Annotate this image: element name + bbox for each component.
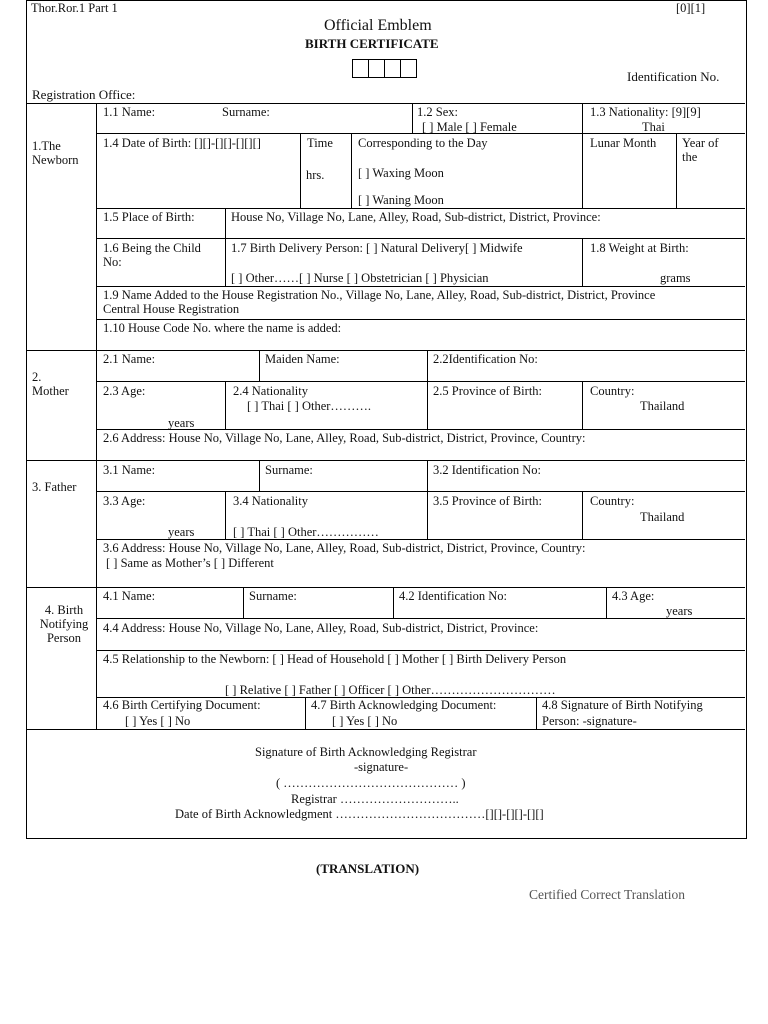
date-acknowledgment-line: Date of Birth Acknowledgment ………………………………[][]-[][]-[][] <box>175 807 544 821</box>
form-code: Thor.Ror.1 Part 1 <box>31 1 118 15</box>
maiden-name-label: Maiden Name: <box>265 352 340 366</box>
notifier-address-label: 4.4 Address: House No, Village No, Lane, Alley, Road, Sub-district, District, Province: <box>103 621 539 635</box>
grams-label: grams <box>660 271 691 285</box>
lunar-month-label: Lunar Month <box>590 136 657 150</box>
hrs-label: hrs. <box>306 168 325 182</box>
section3-title: 3. Father <box>32 480 77 494</box>
father-address-label: 3.6 Address: House No, Village No, Lane, Alley, Road, Sub-district, District, Province, Country: <box>103 541 586 555</box>
notifier-name-label: 4.1 Name: <box>103 589 156 603</box>
father-surname-label: Surname: <box>265 463 313 477</box>
doc-title: BIRTH CERTIFICATE <box>305 36 439 51</box>
mother-nationality-options: [ ] Thai [ ] Other………. <box>247 399 372 413</box>
emblem-box-4 <box>400 59 417 78</box>
time-label: Time <box>307 136 333 150</box>
acknowledging-document-label: 4.7 Birth Acknowledging Document: <box>311 698 497 712</box>
notifier-age-label: 4.3 Age: <box>612 589 655 603</box>
father-country-value: Thailand <box>640 510 685 524</box>
relationship-options: [ ] Relative [ ] Father [ ] Officer [ ] Other………………………… <box>225 683 556 697</box>
same-as-mother-option: [ ] Same as Mother’s [ ] Different <box>106 556 274 570</box>
house-code-label: 1.10 House Code No. where the name is added: <box>103 321 342 335</box>
father-age-label: 3.3 Age: <box>103 494 146 508</box>
father-province-label: 3.5 Province of Birth: <box>433 494 543 508</box>
father-years-label: years <box>168 525 195 539</box>
corresponding-day-label: Corresponding to the Day <box>358 136 488 150</box>
waning-moon-option: [ ] Waning Moon <box>358 193 444 207</box>
birth-weight-label: 1.8 Weight at Birth: <box>590 241 689 255</box>
mother-country-value: Thailand <box>640 399 685 413</box>
newborn-name-label: 1.1 Name: <box>103 105 156 119</box>
emblem-title: Official Emblem <box>324 17 432 34</box>
acknowledging-document-options: [ ] Yes [ ] No <box>332 714 398 728</box>
relationship-label: 4.5 Relationship to the Newborn: [ ] Head of Household [ ] Mother [ ] Birth Delivery Person <box>103 652 567 666</box>
section1-title: 1.The Newborn <box>32 139 79 167</box>
father-country-label: Country: <box>590 494 635 508</box>
delivery-person-label: 1.7 Birth Delivery Person: [ ] Natural Delivery[ ] Midwife <box>231 241 523 255</box>
certifying-document-label: 4.6 Birth Certifying Document: <box>103 698 261 712</box>
notifier-signature-line: Person: -signature- <box>542 714 637 728</box>
emblem-box-1 <box>352 59 369 78</box>
house-registration-label: 1.9 Name Added to the House Registration No., Village No, Lane, Alley, Road, Sub-district, District, Province Central House Registration <box>103 288 656 316</box>
mother-country-label: Country: <box>590 384 635 398</box>
place-of-birth-label: 1.5 Place of Birth: <box>103 210 195 224</box>
registrar-signature: -signature- <box>354 760 409 774</box>
mother-name-label: 2.1 Name: <box>103 352 156 366</box>
mother-address-label: 2.6 Address: House No, Village No, Lane, Alley, Road, Sub-district, District, Province, Country: <box>103 431 586 445</box>
notifier-years-label: years <box>666 604 693 618</box>
page-marker: [0][1] <box>676 1 706 15</box>
section2-title: 2. Mother <box>32 370 69 398</box>
newborn-dob-label: 1.4 Date of Birth: [][]-[][]-[][][] <box>103 136 261 150</box>
certified-translation-label: Certified Correct Translation <box>529 887 685 902</box>
father-nationality-label: 3.4 Nationality <box>233 494 308 508</box>
section4-title: 4. Birth Notifying Person <box>39 603 89 645</box>
mother-nationality-label: 2.4 Nationality <box>233 384 308 398</box>
mother-age-label: 2.3 Age: <box>103 384 146 398</box>
identification-label: Identification No. <box>627 69 720 84</box>
father-nationality-options: [ ] Thai [ ] Other…………… <box>233 525 379 539</box>
certifying-document-options: [ ] Yes [ ] No <box>125 714 191 728</box>
father-id-label: 3.2 Identification No: <box>433 463 541 477</box>
notifier-surname-label: Surname: <box>249 589 297 603</box>
mother-province-label: 2.5 Province of Birth: <box>433 384 543 398</box>
year-of-the-label: Year of the <box>682 136 719 164</box>
place-of-birth-detail: House No, Village No, Lane, Alley, Road, Sub-district, District, Province: <box>231 210 601 224</box>
newborn-nationality-label: 1.3 Nationality: [9][9] <box>590 105 701 119</box>
child-number-label: 1.6 Being the Child No: <box>103 241 201 269</box>
newborn-nationality-value: Thai <box>642 120 665 134</box>
notifier-signature-label: 4.8 Signature of Birth Notifying <box>542 698 703 712</box>
delivery-person-options: [ ] Other……[ ] Nurse [ ] Obstetrician [ ] Physician <box>231 271 489 285</box>
registrar-line: Registrar ……………………….. <box>291 792 459 806</box>
registrar-name-line: ( …………………………………… ) <box>276 776 466 790</box>
mother-years-label: years <box>168 416 195 430</box>
newborn-sex-options: [ ] Male [ ] Female <box>422 120 517 134</box>
father-name-label: 3.1 Name: <box>103 463 156 477</box>
emblem-box-2 <box>368 59 385 78</box>
mother-id-label: 2.2Identification No: <box>433 352 538 366</box>
translation-label: (TRANSLATION) <box>316 861 420 876</box>
newborn-sex-label: 1.2 Sex: <box>417 105 458 119</box>
newborn-surname-label: Surname: <box>222 105 270 119</box>
registrar-signature-title: Signature of Birth Acknowledging Registrar <box>255 745 477 759</box>
waxing-moon-option: [ ] Waxing Moon <box>358 166 444 180</box>
registration-office-label: Registration Office: <box>32 87 136 102</box>
notifier-id-label: 4.2 Identification No: <box>399 589 507 603</box>
emblem-box-3 <box>384 59 401 78</box>
